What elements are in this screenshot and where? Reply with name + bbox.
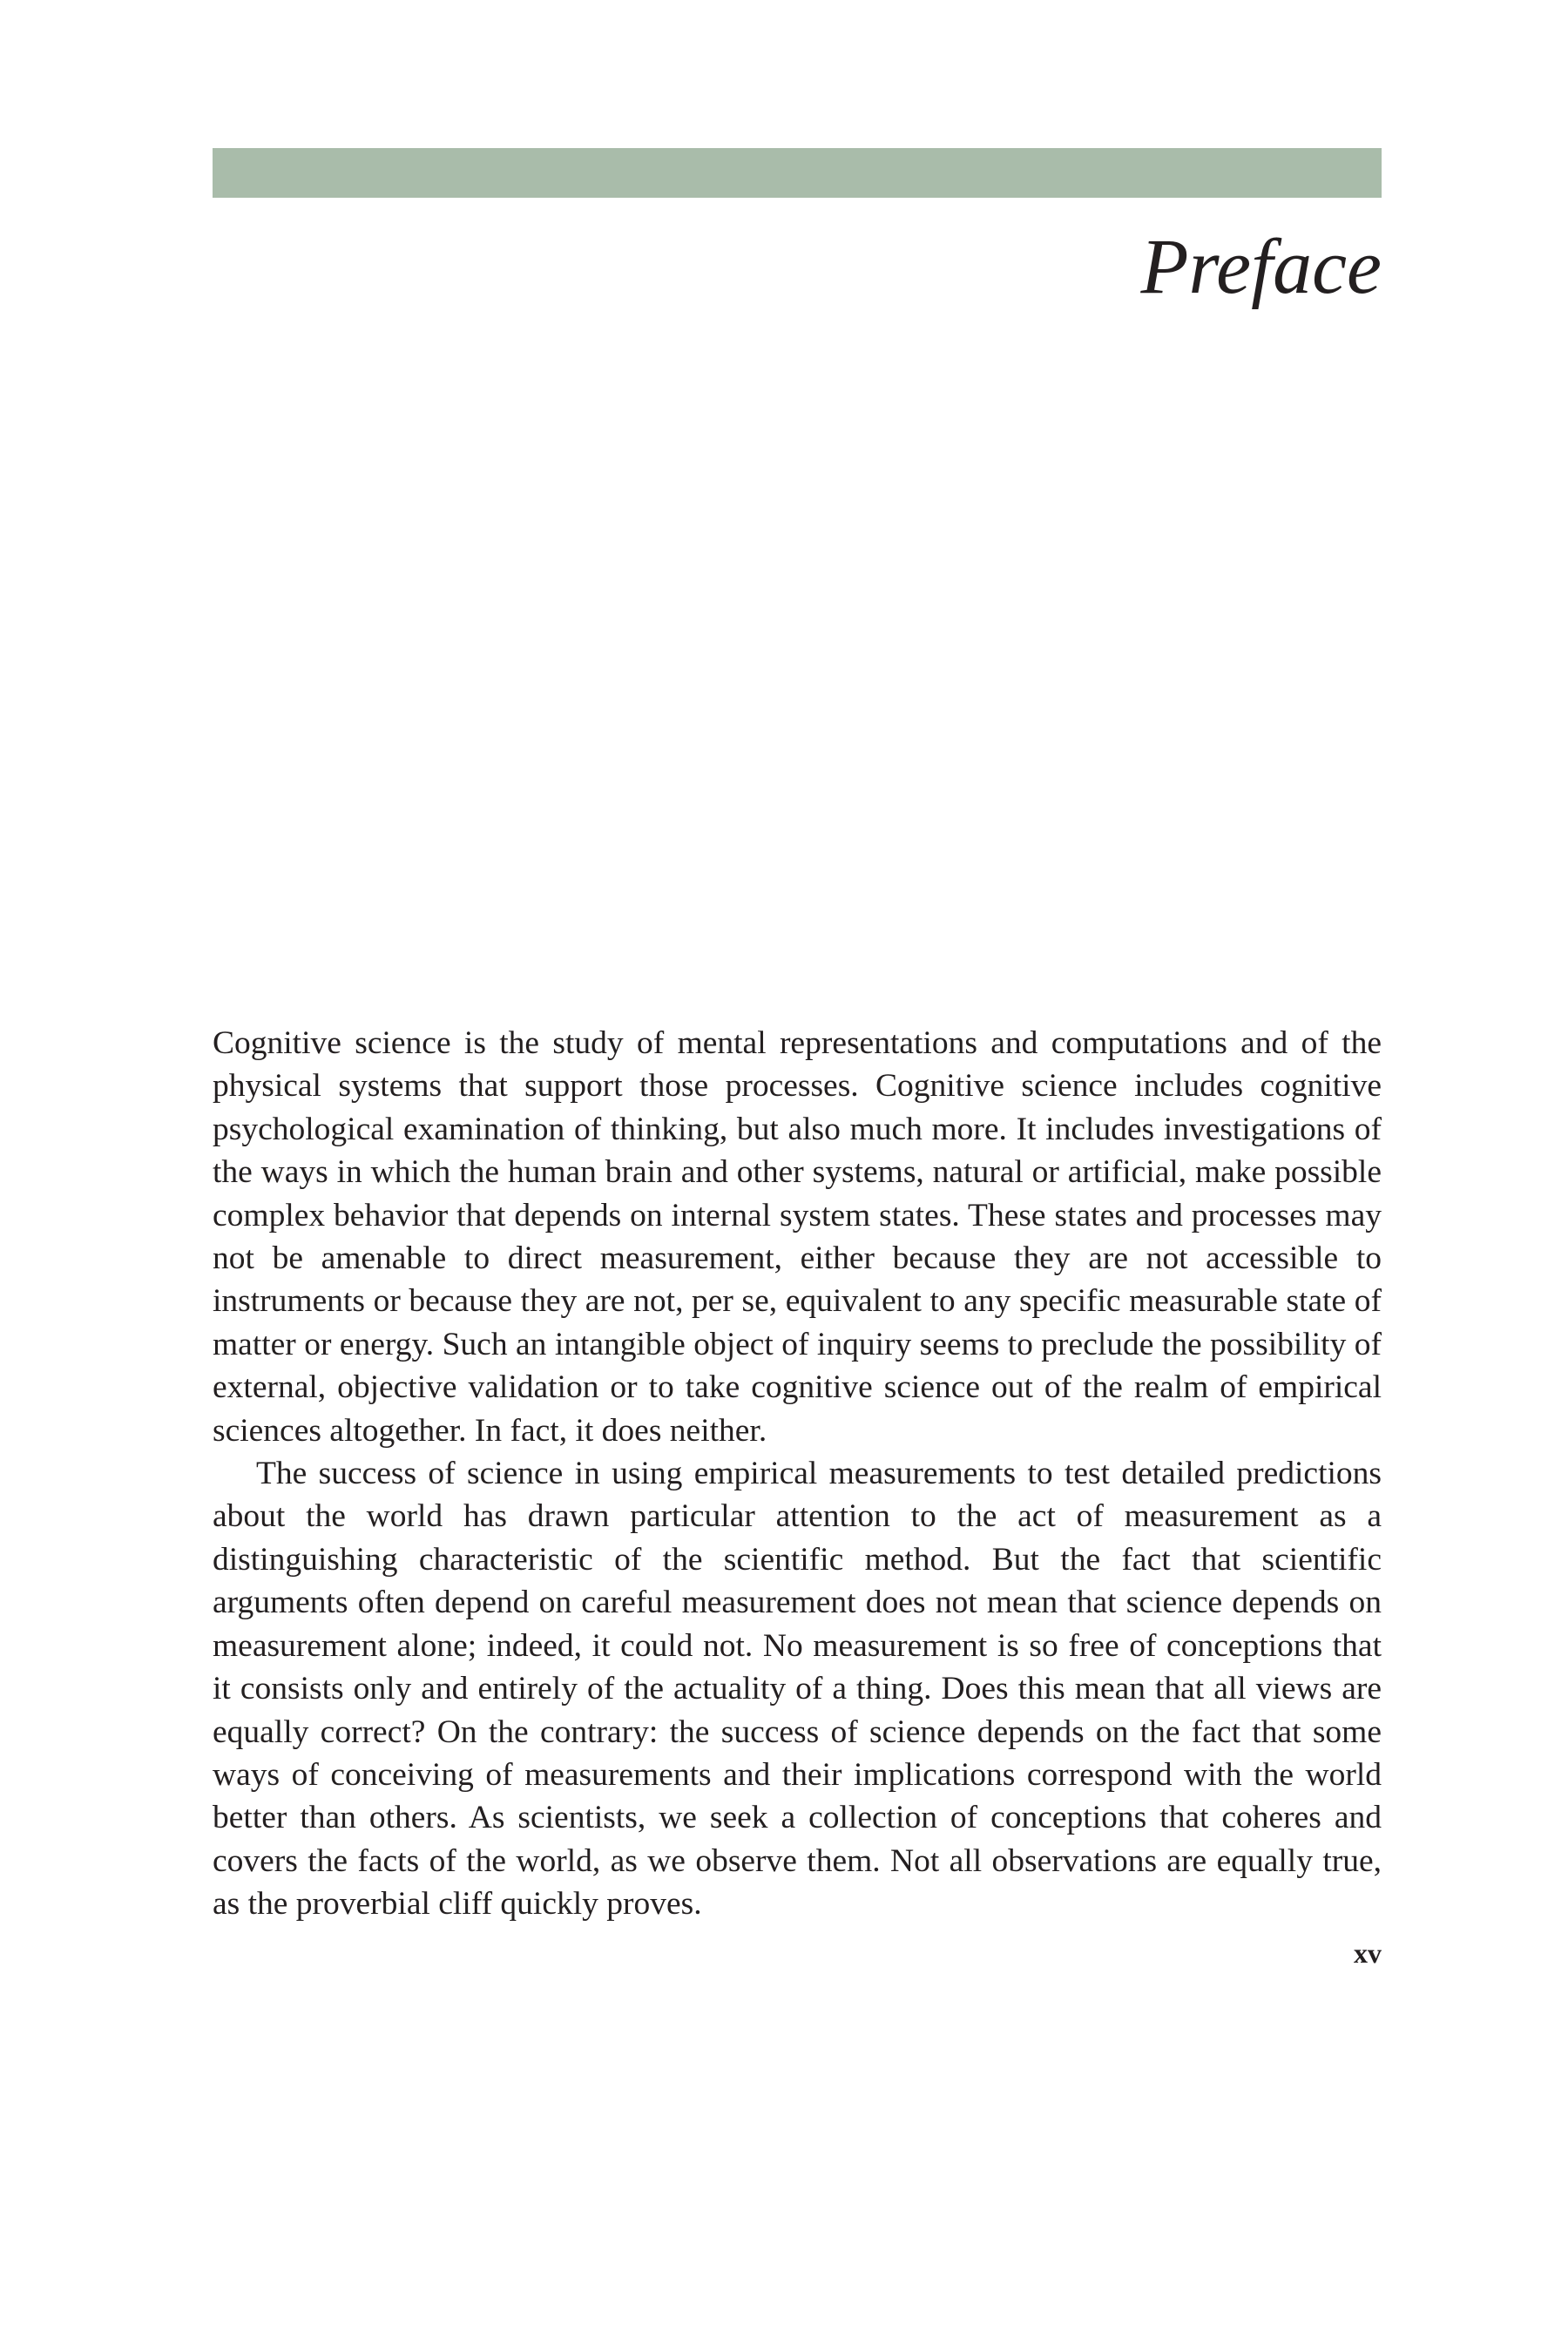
chapter-header-bar (213, 148, 1382, 198)
chapter-title: Preface (1140, 224, 1382, 310)
page-number: xv (1354, 1937, 1382, 1969)
paragraph-2: The success of science in using empirical measurements to test detailed predictions about the world has drawn particular attention to the act of measurement as a distinguishing characteristic of the scientific method. But the fact that scientific arguments often depend on careful measurement does not mean that science depends on measurement alone; indeed, it could not. No measurement is so free of conceptions that it consists only and entirely of the actuality of a thing. Does this mean that all views are equally correct? On the contrary: the success of science depends on the fact that some ways of conceiving of measurements and their implications correspond with the world better than others. As scientists, we seek a collection of conceptions that coheres and covers the facts of the world, as we observe them. Not all observations are equally true, as the proverbial cliff quickly proves. (213, 1456, 1382, 1923)
body-text (213, 1022, 1382, 1926)
paragraph-1: Cognitive science is the study of mental representations and computations and of the physical systems that support those processes. Cognitive science includes cognitive psychological examination of thinking, but also much more. It includes investigations of the ways in which the human brain and other systems, natural or artificial, make possible complex behavior that depends on internal system states. These states and processes may not be amenable to direct measurement, either because they are not accessible to instruments or because they are not, per se, equivalent to any specific measurable state of matter or energy. Such an intangible object of inquiry seems to preclude the possibility of external, objective validation or to take cognitive science out of the realm of empirical sciences altogether. In fact, it does neither. (213, 1025, 1382, 1449)
